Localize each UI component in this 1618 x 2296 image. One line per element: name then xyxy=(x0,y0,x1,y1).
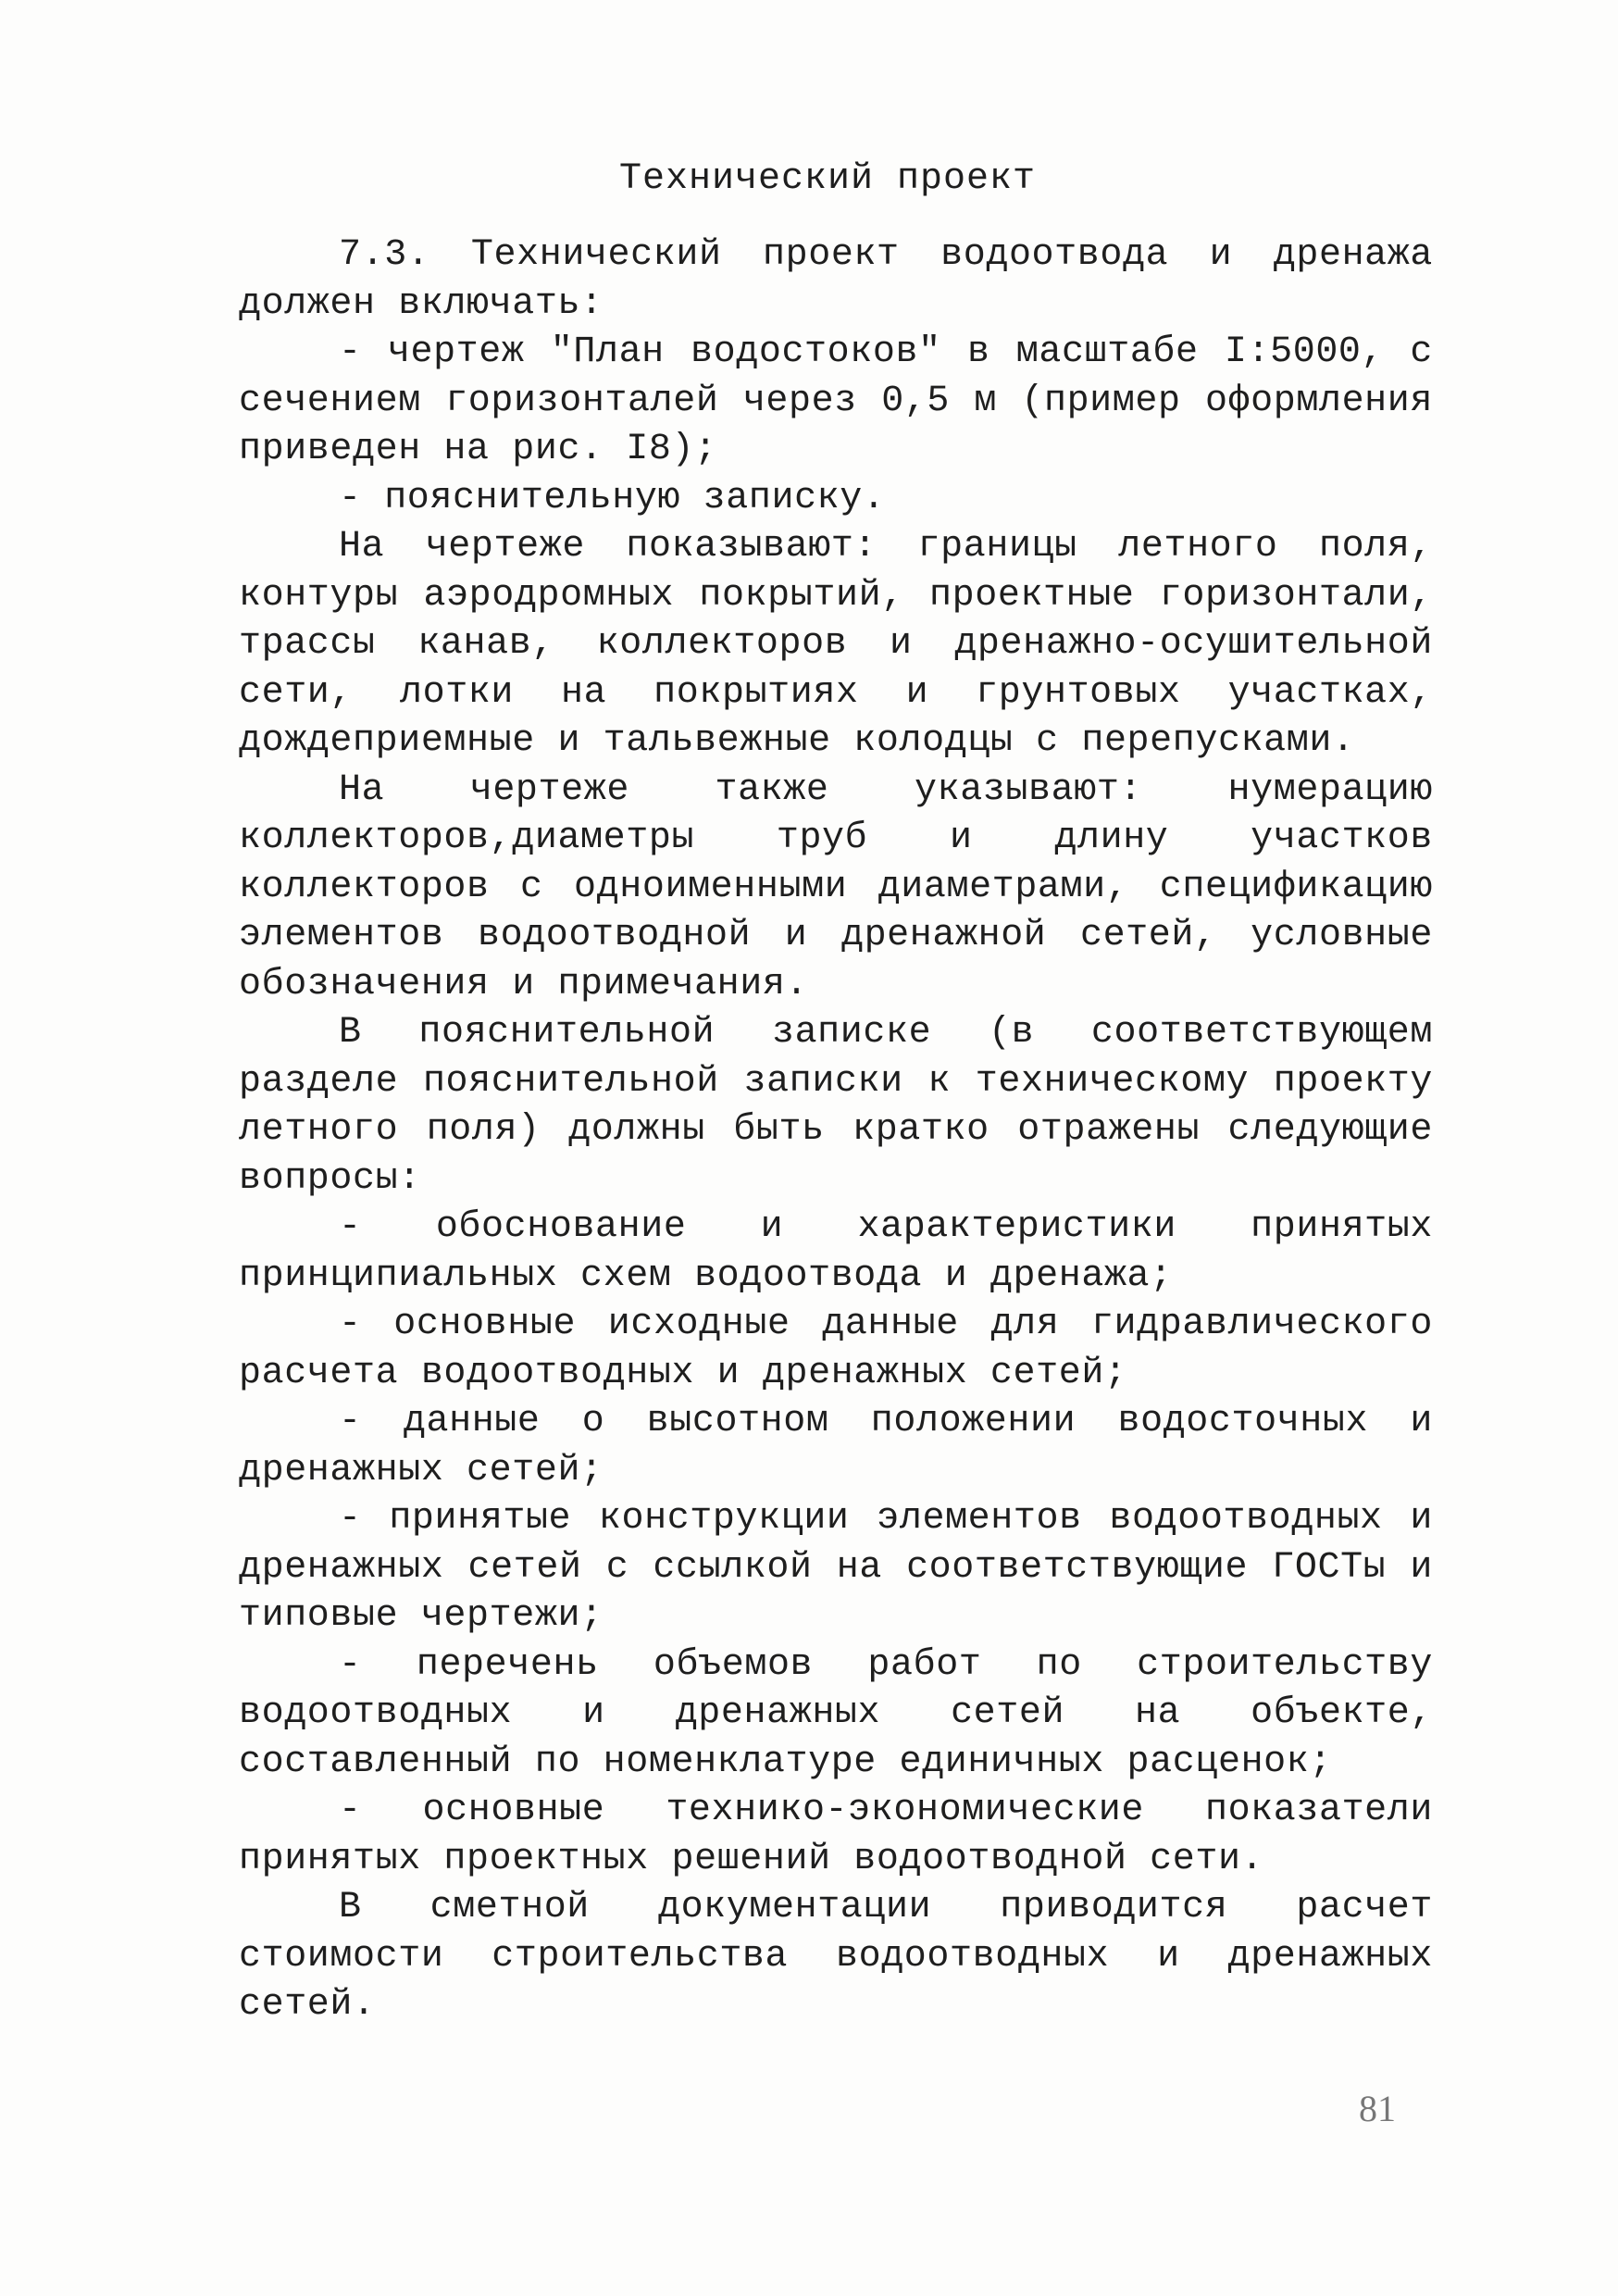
paragraph-7-3: 7.3. Технический проект водоотвода и дренажа должен включать: xyxy=(239,234,1433,325)
paragraph-estimate: В сметной документации приводится расчет стоимости строительства водоотводных и дренажных сетей. xyxy=(239,1887,1433,2026)
document-body xyxy=(239,231,1433,2030)
paragraph-explanatory-note: В пояснительной записке (в соответствующем разделе пояснительной записки к техническому проекту летного поля) должны быть кратко отражены следующие вопросы: xyxy=(239,1012,1433,1200)
section-title: Технический проект xyxy=(618,158,1037,200)
list-item-drawing: - чертеж "План водостоков" в масштабе I:5000, с сечением горизонталей через 0,5 м (пример оформления приведен на рис. I8); xyxy=(239,331,1433,470)
list-item-elevation-data: - данные о высотном положении водосточных и дренажных сетей; xyxy=(239,1401,1433,1491)
list-item-note: - пояснительную записку. xyxy=(339,477,886,519)
list-item-work-volumes: - перечень объемов работ по строительству водоотводных и дренажных сетей на объекте, составленный по номенклатуре единичных расценок; xyxy=(239,1643,1433,1783)
paragraph-drawing-shows: На чертеже показывают: границы летного поля, контуры аэродромных покрытий, проектные горизонтали, трассы канав, коллекторов и дренажно-осушительной сети, лотки на покрытиях и грунтовых участках, дождеприемные и тальвежные колодцы с перепусками. xyxy=(239,526,1433,762)
list-item-indicators: - основные технико-экономические показатели принятых проектных решений водоотводной сети. xyxy=(239,1790,1433,1880)
page-number: 81 xyxy=(1359,2088,1396,2129)
list-item-justification: - обоснование и характеристики принятых принципиальных схем водоотвода и дренажа; xyxy=(239,1206,1433,1297)
paragraph-drawing-indicates: На чертеже также указывают: нумерацию коллекторов,диаметры труб и длину участков коллекторов с одноименными диаметрами, спецификацию элементов водоотводной и дренажной сетей, условные обозначения и примечания. xyxy=(239,768,1433,1005)
list-item-structures: - принятые конструкции элементов водоотводных и дренажных сетей с ссылкой на соответствующие ГОСТы и типовые чертежи; xyxy=(239,1498,1433,1637)
list-item-initial-data: - основные исходные данные для гидравлического расчета водоотводных и дренажных сетей; xyxy=(239,1304,1433,1394)
